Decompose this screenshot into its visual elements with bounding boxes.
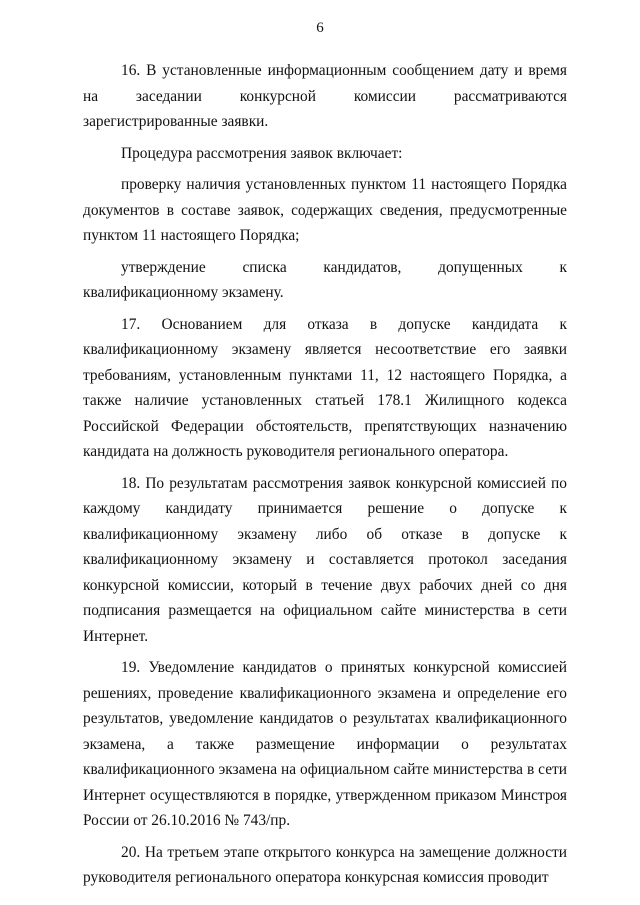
paragraph-18: 18. По результатам рассмотрения заявок конкурсной комиссией по каждому кандидату принимается решение о допуске к квалификационному экзамену либо об отказе в допуске к квалификационному экзамену и составляется протокол заседания конкурсной комиссии, который в течение двух рабочих дней со дня подписания размещается на официальном сайте министерства в сети Интернет. [83,474,567,645]
paragraph-procedure-intro: Процедура рассмотрения заявок включает: [121,144,403,162]
page-number: 6 [316,20,324,36]
document-body [83,58,567,897]
paragraph-16: 16. В установленные информационным сообщением дату и время на заседании конкурсной комиссии рассматриваются зарегистрированные заявки. [83,62,567,130]
paragraph-20: 20. На третьем этапе открытого конкурса на замещение должности руководителя регионального оператора конкурсная комиссия проводит [83,843,567,886]
paragraph-17: 17. Основанием для отказа в допуске кандидата к квалификационному экзамену является несоответствие его заявки требованиям, установленным пунктами 11, 12 настоящего Порядка, а также наличие установленных статьей 178.1 Жилищного кодекса Российской Федерации обстоятельств, препятствующих назначению кандидата на должность руководителя регионального оператора. [83,315,567,460]
paragraph-procedure-check: проверку наличия установленных пунктом 11 настоящего Порядка документов в составе заявок, содержащих сведения, предусмотренные пунктом 11 настоящего Порядка; [83,176,567,244]
paragraph-procedure-approval: утверждение списка кандидатов, допущенных к квалификационному экзамену. [83,258,567,301]
paragraph-19: 19. Уведомление кандидатов о принятых конкурсной комиссией решениях, проведение квалификационного экзамена и определение его результатов, уведомление кандидатов о результатах квалификационного экзамена, а также размещение информации о результатах квалификационного экзамена на официальном сайте министерства в сети Интернет осуществляются в порядке, утвержденном приказом Минстроя России от 26.10.2016 № 743/пр. [83,659,567,829]
